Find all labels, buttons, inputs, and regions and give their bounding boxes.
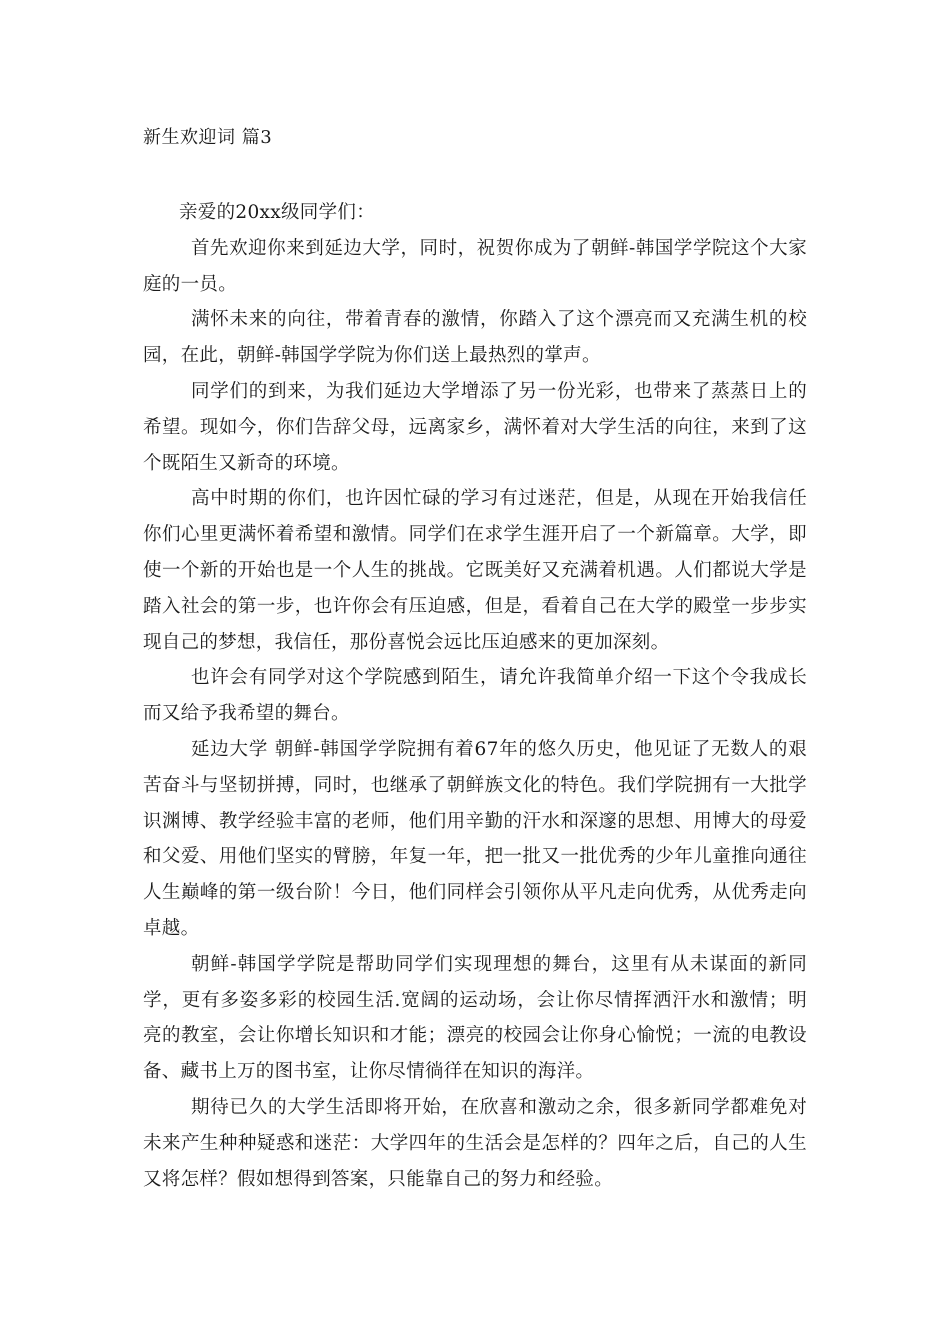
- salutation-paragraph: 亲爱的20xx级同学们：: [179, 202, 376, 223]
- body-paragraph: 期待已久的大学生活即将开始，在欣喜和激动之余，很多新同学都难免对未来产生种种疑惑和迷茫：大学四年的生活会是怎样的？四年之后，自己的人生又将怎样？假如想得到答案，只能靠自己的努力和经验。: [143, 1096, 807, 1190]
- body-paragraph: 也许会有同学对这个学院感到陌生，请允许我简单介绍一下这个令我成长而又给予我希望的舞台。: [143, 667, 807, 725]
- body-paragraph: 高中时期的你们，也许因忙碌的学习有过迷茫，但是，从现在开始我信任你们心里更满怀着希望和激情。同学们在求学生涯开启了一个新篇章。大学，即使一个新的开始也是一个人生的挑战。它既美好又充满着机遇。人们都说大学是踏入社会的第一步，也许你会有压迫感，但是，看着自己在大学的殿堂一步步实现自己的梦想，我信任，那份喜悦会远比压迫感来的更加深刻。: [143, 488, 807, 653]
- body-paragraph: 首先欢迎你来到延边大学，同时，祝贺你成为了朝鲜-韩国学学院这个大家庭的一员。: [143, 237, 807, 295]
- document-body: [143, 195, 807, 1197]
- body-paragraph: 朝鲜-韩国学学院是帮助同学们实现理想的舞台，这里有从未谋面的新同学，更有多姿多彩的校园生活.宽阔的运动场，会让你尽情挥洒汗水和激情；明亮的教室，会让你增长知识和才能；漂亮的校园会让你身心愉悦；一流的电教设备、藏书上万的图书室，让你尽情徜徉在知识的海洋。: [143, 953, 807, 1083]
- document-title: 新生欢迎词 篇3: [143, 127, 273, 148]
- body-paragraph: 同学们的到来，为我们延边大学增添了另一份光彩，也带来了蒸蒸日上的希望。现如今，你们告辞父母，远离家乡，满怀着对大学生活的向往，来到了这个既陌生又新奇的环境。: [143, 380, 807, 474]
- body-paragraph: 满怀未来的向往，带着青春的激情，你踏入了这个漂亮而又充满生机的校园，在此，朝鲜-韩国学学院为你们送上最热烈的掌声。: [143, 309, 807, 367]
- body-paragraph: 延边大学 朝鲜-韩国学学院拥有着67年的悠久历史，他见证了无数人的艰苦奋斗与坚韧拼搏，同时，也继承了朝鲜族文化的特色。我们学院拥有一大批学识渊博、教学经验丰富的老师，他们用辛勤的汗水和深邃的思想、用博大的母爱和父爱、用他们坚实的臂膀，年复一年，把一批又一批优秀的少年儿童推向通往人生巅峰的第一级台阶！今日，他们同样会引领你从平凡走向优秀，从优秀走向卓越。: [143, 738, 807, 939]
